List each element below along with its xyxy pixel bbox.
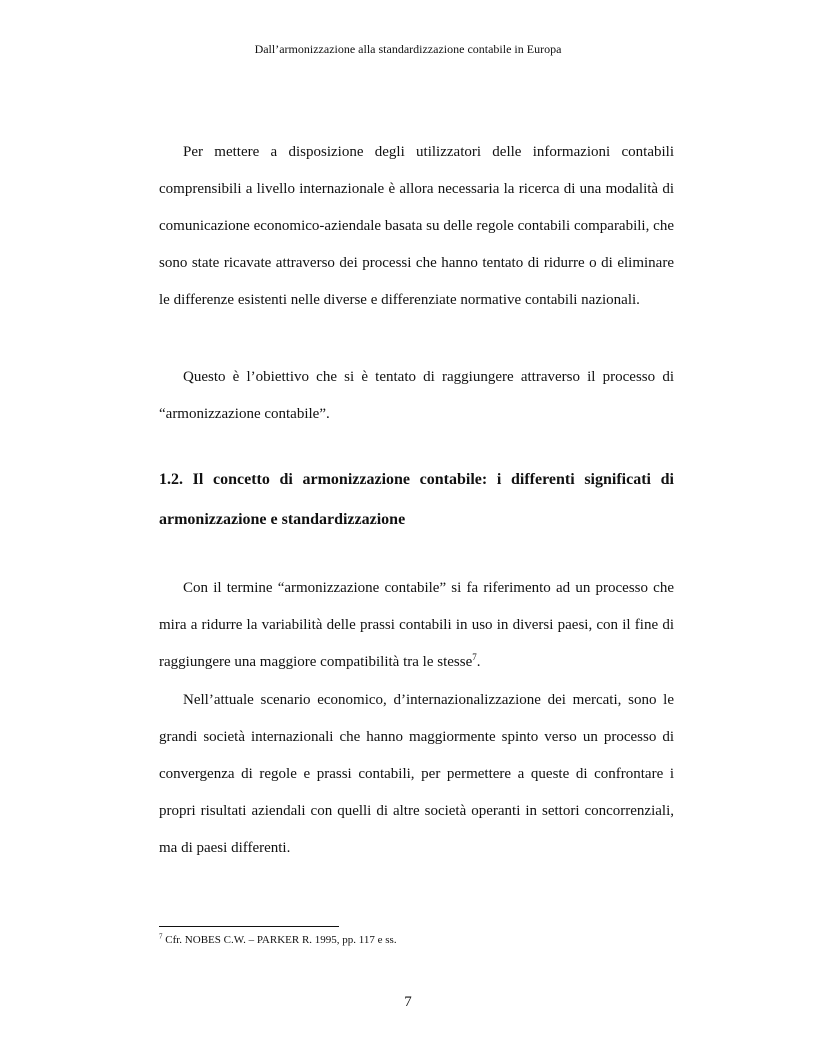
- footnote-text: Cfr. NOBES C.W. – PARKER R. 1995, pp. 117 e ss.: [162, 934, 397, 946]
- paragraph-3-end: .: [476, 654, 481, 670]
- page-number: 7: [404, 994, 412, 1010]
- footnote-ref: 7: [472, 652, 477, 662]
- running-header: Dall’armonizzazione alla standardizzazione contabile in Europa: [254, 42, 562, 56]
- paragraph-1: Per mettere a disposizione degli utilizzatori delle informazioni contabili comprensibili a livello internazionale è allora necessaria la ricerca di una modalità di comunicazione economico-aziendale basata su delle regole contabili comparabili, che sono state ricavate attraverso dei processi che hanno tentato di ridurre o di eliminare le differenze esistenti nelle diverse e differenziate normative contabili nazionali.: [159, 144, 674, 308]
- footnote: [159, 934, 397, 946]
- footnote-number: 7: [159, 932, 163, 941]
- paragraph-4: Nell’attuale scenario economico, d’internazionalizzazione dei mercati, sono le grandi società internazionali che hanno maggiormente spinto verso un processo di convergenza di regole e prassi contabili, per permettere a queste di confrontare i propri risultati aziendali con quelli di altre società operanti in settori concorrenziali, ma di paesi differenti.: [159, 692, 674, 856]
- section-heading: 1.2. Il concetto di armonizzazione contabile: i differenti significati di armonizzazione e standardizzazione: [159, 471, 674, 528]
- footnote-divider: [159, 926, 339, 927]
- paragraph-2: Questo è l’obiettivo che si è tentato di raggiungere attraverso il processo di “armonizzazione contabile”.: [159, 369, 674, 422]
- paragraph-3-text: Con il termine “armonizzazione contabile” si fa riferimento ad un processo che mira a ridurre la variabilità delle prassi contabili in uso in diversi paesi, con il fine di raggiungere una maggiore compatibilità tra le stesse: [159, 580, 674, 670]
- paragraph-3: [159, 570, 674, 681]
